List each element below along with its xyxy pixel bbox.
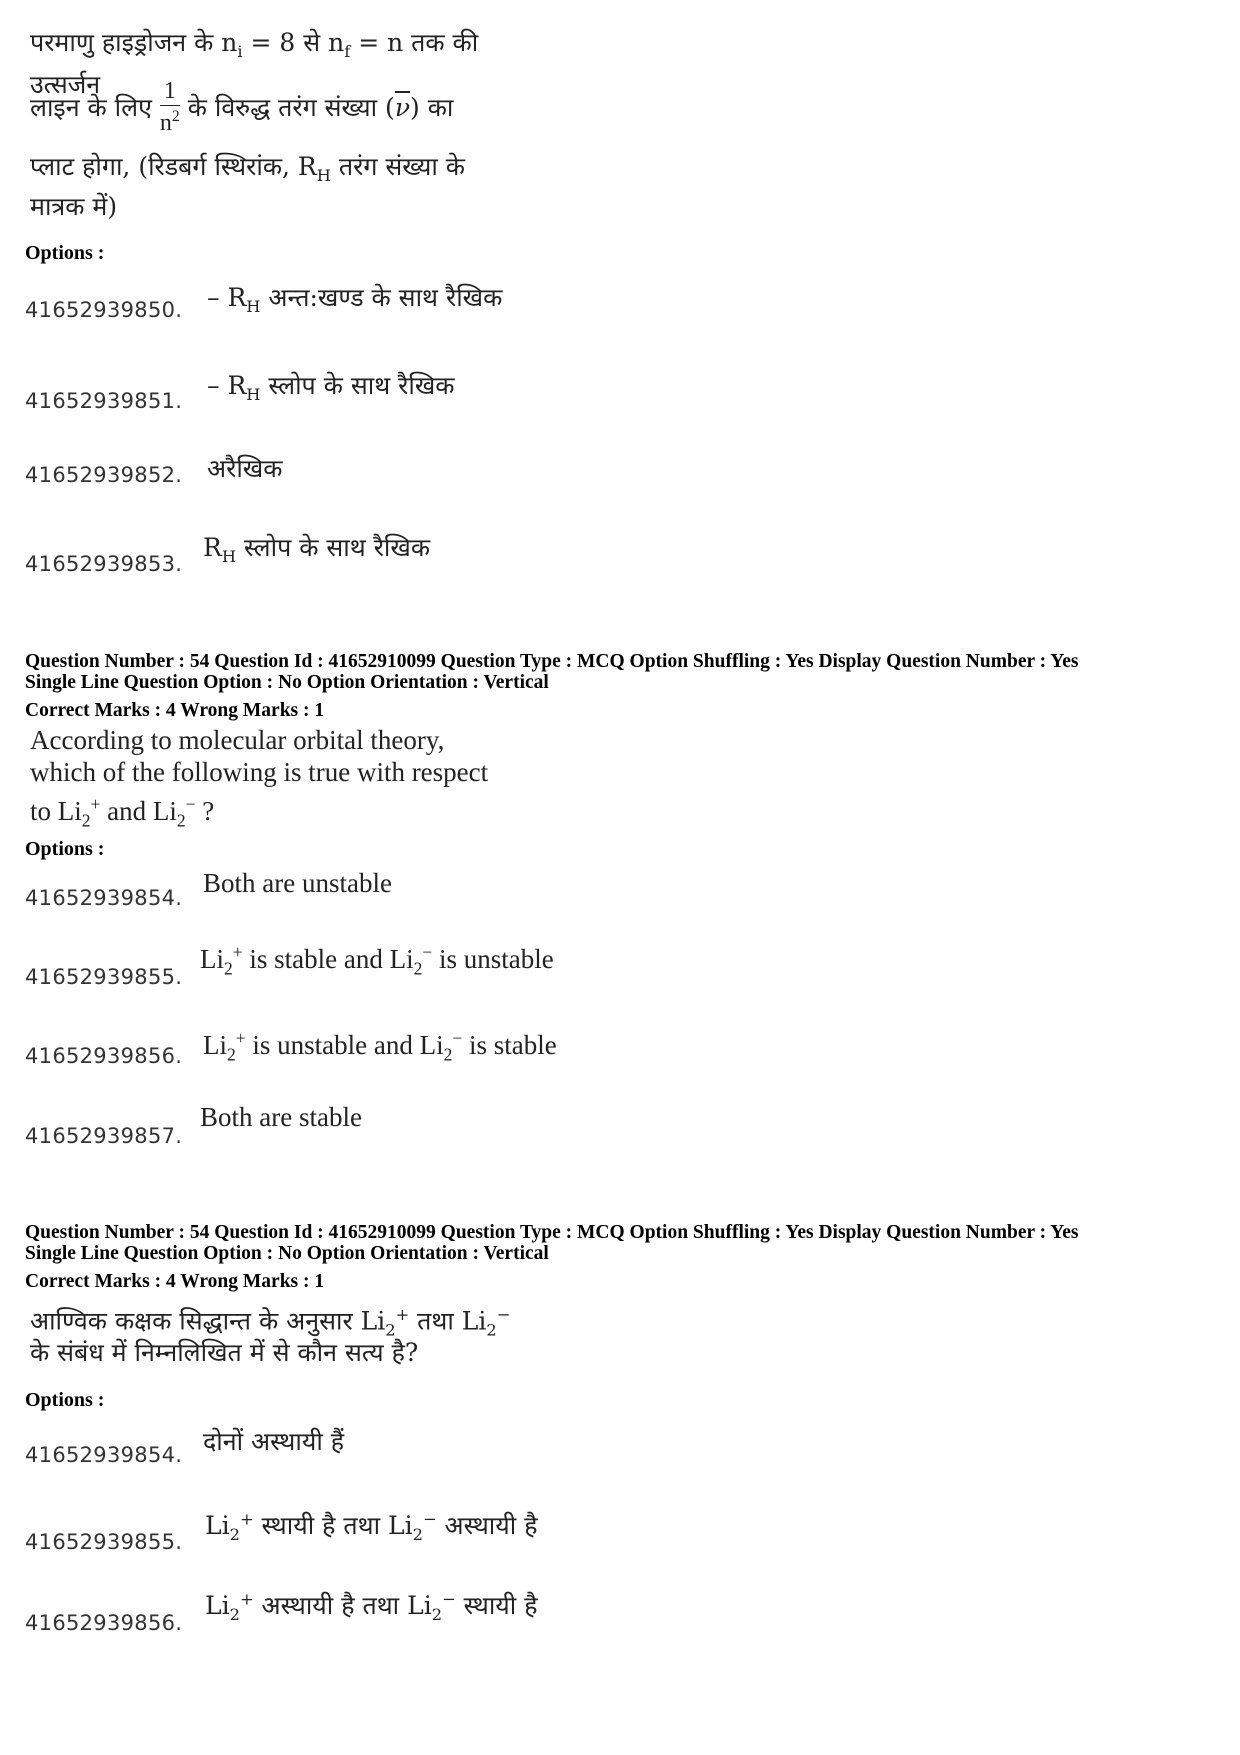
option-id: 41652939857. [25,1124,183,1148]
question-meta-line-1: Question Number : 54 Question Id : 41652910099 Question Type : MCQ Option Shuffling : Yes Display Question Number : Yes [25,1222,1079,1243]
fraction-one-over-n-squared: $\frac{1}{n^2}$ [159,78,180,136]
option-id: 41652939855. [25,1530,183,1554]
question-meta-line-1: Question Number : 54 Question Id : 41652910099 Question Type : MCQ Option Shuffling : Yes Display Question Number : Yes [25,651,1079,672]
marks-info: Correct Marks : 4 Wrong Marks : 1 [25,1271,325,1292]
options-label: Options : [25,838,105,860]
option-text[interactable]: दोनों अस्थायी हैं [203,1427,345,1456]
option-text[interactable]: $Li_2^+$ स्थायी है तथा $Li_2^-$ अस्थायी है [205,1509,538,1544]
question-text-hindi-mo: आण्विक कक्षक सिद्धान्त के अनुसार $Li_2^+$ तथा $Li_2^-$ के संबंध में निम्नलिखित में से कौन सत्य है? [30,1305,511,1367]
option-text[interactable]: – $R_H$ स्लोप के साथ रैखिक [207,371,455,404]
option-id: 41652939856. [25,1044,183,1068]
question-meta-line-2: Single Line Question Option : No Option Orientation : Vertical [25,672,549,693]
question-text-hindi-hydrogen [30,26,550,224]
option-text[interactable]: $Li_2^+$ is unstable and $Li_2^-$ is stable [203,1028,557,1065]
option-id: 41652939853. [25,552,183,576]
option-text[interactable]: Both are unstable [203,868,392,898]
options-label: Options : [25,1389,105,1411]
options-label: Options : [25,242,105,264]
option-id: 41652939854. [25,886,183,910]
option-text[interactable]: $R_H$ स्लोप के साथ रैखिक [203,533,431,566]
marks-info: Correct Marks : 4 Wrong Marks : 1 [25,700,325,721]
option-id: 41652939850. [25,298,183,322]
question-line-1: परमाणु हाइड्रोजन के $n_i = 8$ से $n_f = n$ तक की उत्सर्जन [30,28,479,99]
question-line-3: प्लाट होगा, (रिडबर्ग स्थिरांक, $R_H$ तरंग संख्या के [30,152,465,185]
question-meta-line-2: Single Line Question Option : No Option Orientation : Vertical [25,1243,549,1264]
option-text[interactable]: Both are stable [200,1102,362,1132]
option-text[interactable]: $Li_2^+$ is stable and $Li_2^-$ is unstable [200,942,554,979]
question-line-4: मात्रक में) [30,192,118,221]
option-id: 41652939852. [25,463,183,487]
option-id: 41652939855. [25,965,183,989]
option-id: 41652939851. [25,389,183,413]
option-id: 41652939856. [25,1611,183,1635]
question-line-2: लाइन के लिए $\frac{1}{n^2}$ के विरुद्ध तरंग संख्या ( $\overline{\nu}$ ) का [30,78,454,136]
option-text[interactable]: – $R_H$ अन्त:खण्ड के साथ रैखिक [207,283,503,316]
option-text[interactable]: $Li_2^+$ अस्थायी है तथा $Li_2^-$ स्थायी है [205,1589,538,1624]
option-text[interactable]: अरैखिक [207,454,283,483]
wavenumber-symbol: $\overline{\nu}$ [394,92,411,122]
option-id: 41652939854. [25,1443,183,1467]
question-text-english-mo: According to molecular orbital theory, which of the following is true with respect to $Li_2^+$ and $Li_2^-$ ? [30,725,489,831]
